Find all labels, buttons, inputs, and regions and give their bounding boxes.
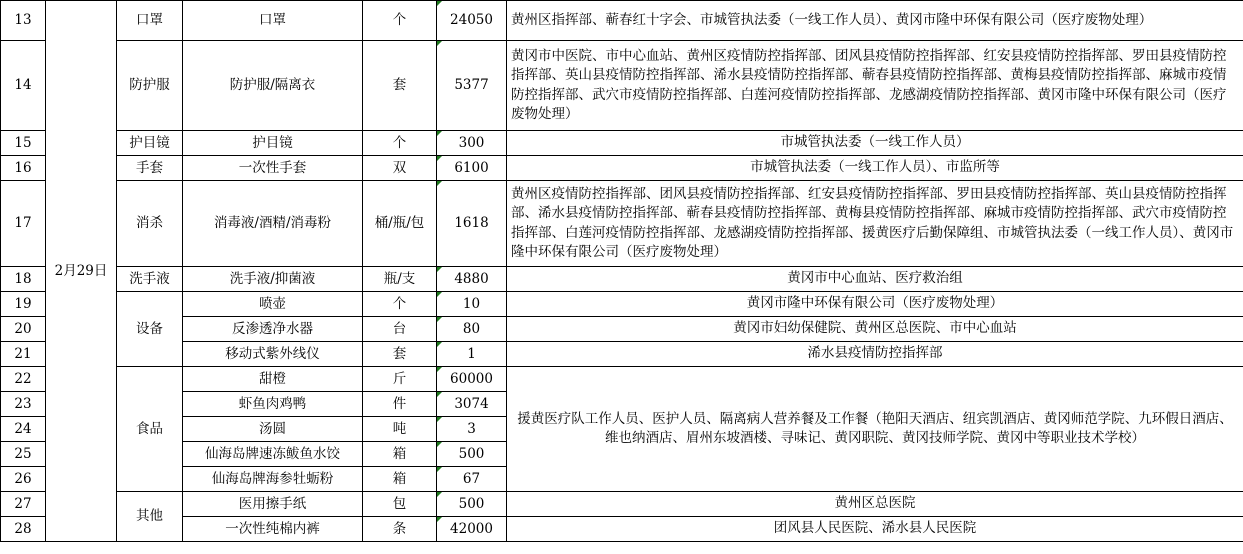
table-row (1, 492, 1243, 517)
item-name: 医用擦手纸 (183, 492, 363, 517)
unit-cell: 条 (363, 517, 437, 542)
category-cell: 设备 (117, 292, 183, 367)
item-name: 防护服/隔离衣 (183, 41, 363, 131)
recipient-cell: 黄冈市中心血站、医疗救治组 (507, 267, 1243, 292)
unit-cell: 个 (363, 292, 437, 317)
unit-cell: 斤 (363, 367, 437, 392)
row-number: 18 (1, 267, 46, 292)
quantity-cell: 80 (437, 317, 507, 342)
recipient-cell: 市城管执法委（一线工作人员）、市监所等 (507, 156, 1243, 181)
row-number: 15 (1, 131, 46, 156)
row-number: 20 (1, 317, 46, 342)
row-number: 22 (1, 367, 46, 392)
item-name: 甜橙 (183, 367, 363, 392)
category-cell: 其他 (117, 492, 183, 542)
category-cell: 洗手液 (117, 267, 183, 292)
quantity-cell: 5377 (437, 41, 507, 131)
row-number: 17 (1, 181, 46, 267)
unit-cell: 吨 (363, 417, 437, 442)
quantity-cell: 42000 (437, 517, 507, 542)
quantity-cell: 10 (437, 292, 507, 317)
category-cell: 防护服 (117, 41, 183, 131)
table-row (1, 1, 1243, 41)
unit-cell: 箱 (363, 442, 437, 467)
item-name: 汤圆 (183, 417, 363, 442)
unit-cell: 套 (363, 41, 437, 131)
table-row (1, 367, 1243, 392)
unit-cell: 箱 (363, 467, 437, 492)
table-row (1, 267, 1243, 292)
recipient-cell: 市城管执法委（一线工作人员） (507, 131, 1243, 156)
quantity-cell: 24050 (437, 1, 507, 41)
item-name: 仙海岛牌速冻鲅鱼水饺 (183, 442, 363, 467)
item-name: 虾鱼肉鸡鸭 (183, 392, 363, 417)
item-name: 口罩 (183, 1, 363, 41)
item-name: 洗手液/抑菌液 (183, 267, 363, 292)
row-number: 25 (1, 442, 46, 467)
item-name: 一次性手套 (183, 156, 363, 181)
unit-cell: 双 (363, 156, 437, 181)
quantity-cell: 300 (437, 131, 507, 156)
item-name: 仙海岛牌海参牡蛎粉 (183, 467, 363, 492)
quantity-cell: 500 (437, 492, 507, 517)
unit-cell: 个 (363, 131, 437, 156)
row-number: 14 (1, 41, 46, 131)
unit-cell: 瓶/支 (363, 267, 437, 292)
recipient-cell: 援黄医疗队工作人员、医护人员、隔离病人营养餐及工作餐（艳阳天酒店、纽宾凯酒店、黄冈师范学院、九环假日酒店、维也纳酒店、眉州东坡酒楼、寻味记、黄冈职院、黄冈技师学院、黄冈中等职业技术学校） (507, 367, 1243, 492)
item-name: 护目镜 (183, 131, 363, 156)
table-row (1, 181, 1243, 267)
quantity-cell: 500 (437, 442, 507, 467)
row-number: 27 (1, 492, 46, 517)
category-cell: 食品 (117, 367, 183, 492)
date-cell: 2月29日 (46, 1, 117, 542)
quantity-cell: 1 (437, 342, 507, 367)
row-number: 21 (1, 342, 46, 367)
table-row (1, 292, 1243, 317)
recipient-cell: 黄州区总医院 (507, 492, 1243, 517)
table-row (1, 342, 1243, 367)
quantity-cell: 4880 (437, 267, 507, 292)
table-row (1, 317, 1243, 342)
recipient-cell: 浠水县疫情防控指挥部 (507, 342, 1243, 367)
table-row (1, 517, 1243, 542)
row-number: 26 (1, 467, 46, 492)
recipient-cell: 黄冈市妇幼保健院、黄州区总医院、市中心血站 (507, 317, 1243, 342)
category-cell: 口罩 (117, 1, 183, 41)
row-number: 16 (1, 156, 46, 181)
table-row (1, 131, 1243, 156)
table-row (1, 156, 1243, 181)
table-row (1, 41, 1243, 131)
unit-cell: 个 (363, 1, 437, 41)
recipient-cell: 黄州区疫情防控指挥部、团风县疫情防控指挥部、红安县疫情防控指挥部、罗田县疫情防控指挥部、英山县疫情防控指挥部、浠水县疫情防控指挥部、蕲春县疫情防控指挥部、黄梅县疫情防控指挥部、麻城市疫情防控指挥部、武穴市疫情防控指挥部、白莲河疫情防控指挥部、龙感湖疫情防控指挥部、援黄医疗后勤保障组、市城管执法委（一线工作人员）、黄冈市隆中环保有限公司（医疗废物处理） (507, 181, 1243, 267)
unit-cell: 套 (363, 342, 437, 367)
row-number: 13 (1, 1, 46, 41)
item-name: 喷壶 (183, 292, 363, 317)
category-cell: 护目镜 (117, 131, 183, 156)
category-cell: 手套 (117, 156, 183, 181)
quantity-cell: 6100 (437, 156, 507, 181)
item-name: 移动式紫外线仪 (183, 342, 363, 367)
unit-cell: 件 (363, 392, 437, 417)
unit-cell: 台 (363, 317, 437, 342)
item-name: 一次性纯棉内裤 (183, 517, 363, 542)
recipient-cell: 团风县人民医院、浠水县人民医院 (507, 517, 1243, 542)
item-name: 反渗透净水器 (183, 317, 363, 342)
quantity-cell: 3 (437, 417, 507, 442)
row-number: 28 (1, 517, 46, 542)
row-number: 19 (1, 292, 46, 317)
row-number: 24 (1, 417, 46, 442)
quantity-cell: 60000 (437, 367, 507, 392)
unit-cell: 桶/瓶/包 (363, 181, 437, 267)
item-name: 消毒液/酒精/消毒粉 (183, 181, 363, 267)
row-number: 23 (1, 392, 46, 417)
quantity-cell: 1618 (437, 181, 507, 267)
recipient-cell: 黄冈市隆中环保有限公司（医疗废物处理） (507, 292, 1243, 317)
quantity-cell: 67 (437, 467, 507, 492)
unit-cell: 包 (363, 492, 437, 517)
quantity-cell: 3074 (437, 392, 507, 417)
recipient-cell: 黄冈市中医院、市中心血站、黄州区疫情防控指挥部、团风县疫情防控指挥部、红安县疫情防控指挥部、罗田县疫情防控指挥部、英山县疫情防控指挥部、浠水县疫情防控指挥部、蕲春县疫情防控指挥部、黄梅县疫情防控指挥部、麻城市疫情防控指挥部、武穴市疫情防控指挥部、白莲河疫情防控指挥部、龙感湖疫情防控指挥部、黄冈市隆中环保有限公司（医疗废物处理） (507, 41, 1243, 131)
category-cell: 消杀 (117, 181, 183, 267)
recipient-cell: 黄州区指挥部、蕲春红十字会、市城管执法委（一线工作人员）、黄冈市隆中环保有限公司（医疗废物处理） (507, 1, 1243, 41)
